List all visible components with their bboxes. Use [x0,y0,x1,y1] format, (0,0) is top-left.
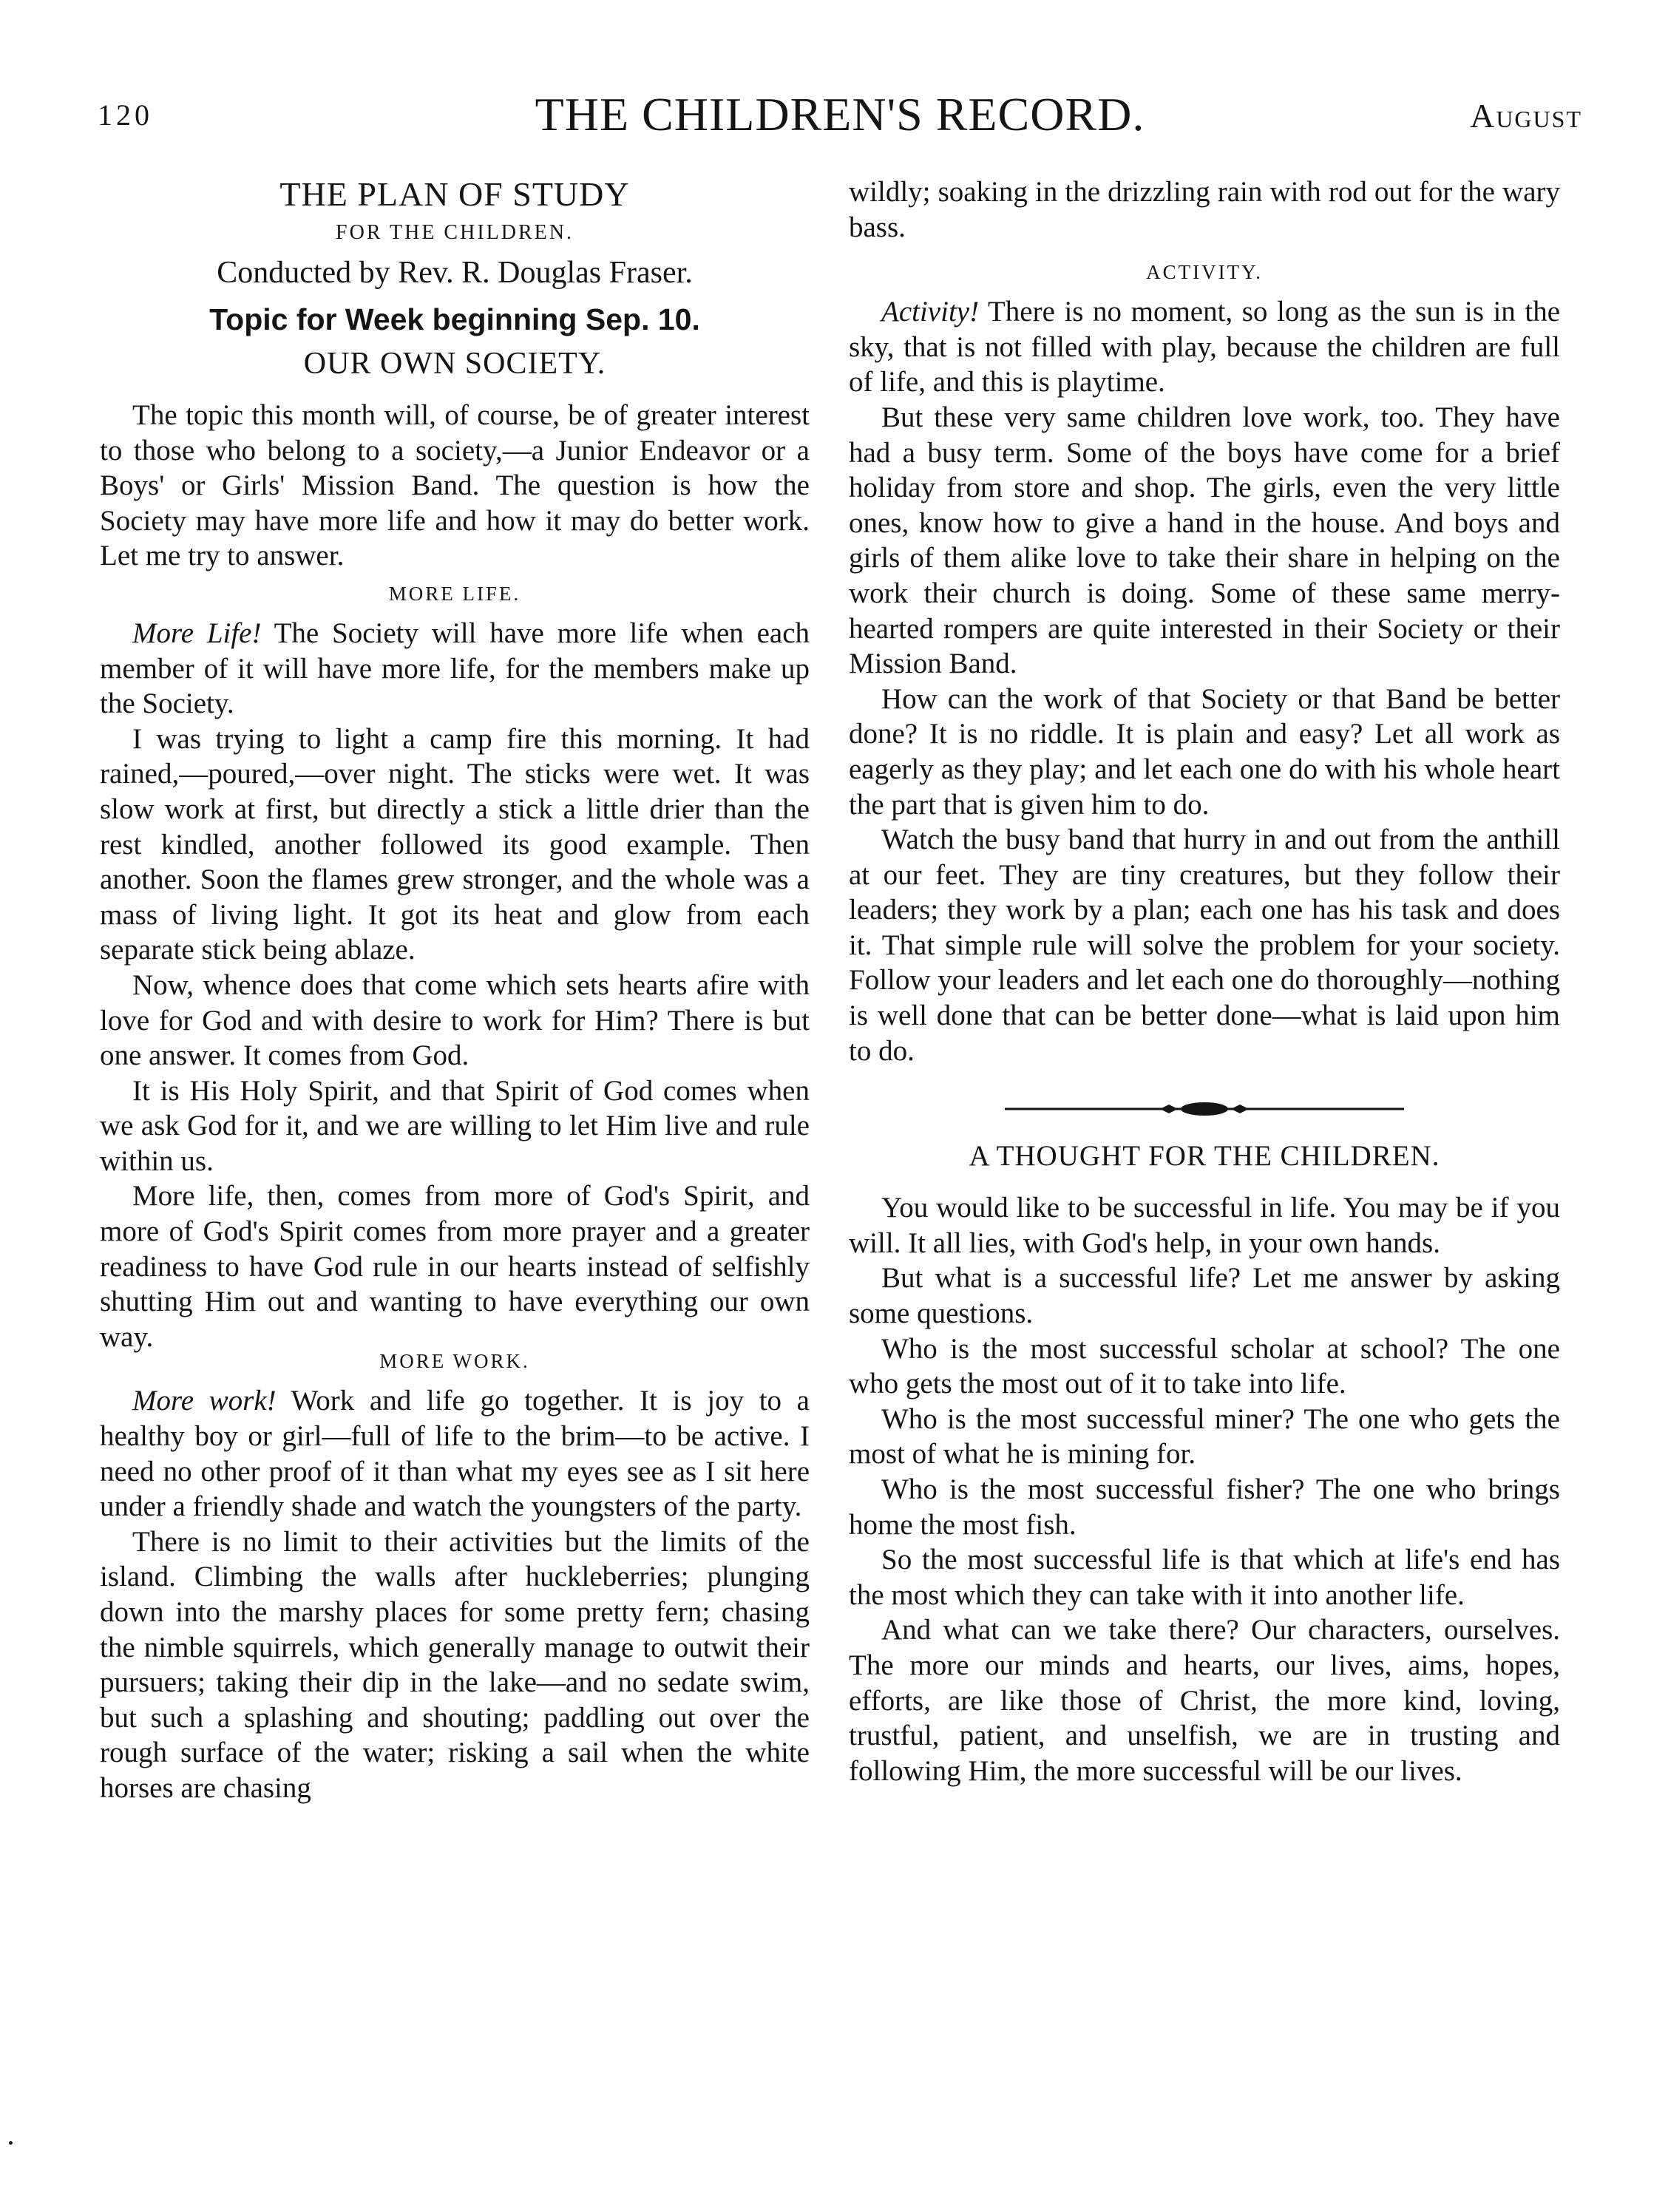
page-number: 120 [98,98,153,132]
left-column [100,174,810,1806]
thought-title: A THOUGHT FOR THE CHILDREN. [969,1140,1440,1173]
paragraph: And what can we take there? Our characters, ourselves. The more our minds and hearts, our lives, aims, hopes, efforts, are like those of Christ, the more kind, loving, trustful, patient, and unselfish, we are in trusting and following Him, the more successful will be our lives. [849,1614,1560,1787]
paragraph: More life, then, comes from more of God's Spirit, and more of God's Spirit comes from more prayer and a greater readiness to have God rule in our hearts instead of selfishly shutting Him out and wanting to have everything our own way. [100,1180,810,1353]
paragraph: Who is the most successful fisher? The one who brings home the most fish. [849,1473,1560,1541]
continued-paragraph: wildly; soaking in the drizzling rain with rod out for the wary bass. [849,176,1560,243]
subheading-more-life: MORE LIFE. [388,582,521,605]
paragraph: Now, whence does that come which sets hearts afire with love for God and with desire to work for Him? There is but one answer. It comes from God. [100,968,810,1072]
paragraph: I was trying to light a camp fire this morning. It had rained,—poured,—over night. The sticks were wet. It was slow work at first, but directly a stick a little drier than the rest kindled, another followed its good example. Then another. Soon the flames grew stronger, and the whole was a mass of living light. It got its heat and glow from each separate stick being ablaze. [100,722,810,966]
rule-ornament-icon [1005,1101,1404,1117]
lead-phrase: More work! [132,1385,277,1417]
running-head [98,87,1582,146]
paragraph [849,294,1560,400]
article-subtitle: FOR THE CHILDREN. [336,221,574,244]
lead-phrase: Activity! [881,296,980,328]
subheading-more-work: MORE WORK. [379,1350,530,1373]
paragraph: But what is a successful life? Let me answer by asking some questions. [849,1262,1560,1330]
issue-month: August [1470,97,1582,135]
paragraph [100,616,810,722]
right-column [849,174,1560,1788]
paragraph [100,1383,810,1524]
subheading-activity: ACTIVITY. [1146,261,1263,284]
paragraph: But these very same children love work, too. They have had a busy term. Some of the boys have come for a brief holiday from store and shop. The girls, even the very little ones, know how to give a hand in the house. And boys and girls of them alike love to take their share in helping on the work their church is doing. Some of these same merry-hearted rompers are quite interested in their Society or their Mission Band. [849,401,1560,680]
paragraph: There is no limit to their activities but the limits of the island. Climbing the walls after huckleberries; plunging down into the marshy places for some pretty fern; chasing the nimble squirrels, which generally manage to outwit their pursuers; taking their dip in the lake—and no sedate swim, but such a splashing and shouting; paddling out over the rough surface of the water; risking a sail when the white horses are chasing [100,1525,810,1804]
paragraph: You would like to be successful in life. You may be if you will. It all lies, with God's help, in your own hands. [849,1192,1560,1259]
paragraph: How can the work of that Society or that Band be better done? It is no riddle. It is plain and easy? Let all work as eagerly as they play; and let each one do with his whole heart the part that is given him to do. [849,682,1560,821]
paragraph: Who is the most successful miner? The one who gets the most of what he is mining for. [849,1402,1560,1470]
topic-heading: Topic for Week beginning Sep. 10. [209,302,700,336]
paragraph: It is His Holy Spirit, and that Spirit of God comes when we ask God for it, and we are willing to let Him live and rule within us. [100,1074,810,1177]
byline: Conducted by Rev. R. Douglas Fraser. [217,256,693,290]
paragraph: Watch the busy band that hurry in and out from the anthill at our feet. They are tiny creatures, but they follow their leaders; they work by a plan; each one has his task and does it. That simple rule will solve the problem for your society. Follow your leaders and let each one do thoroughly—nothing is well done that can be better done—what is laid upon him to do. [849,824,1560,1067]
lead-phrase: More Life! [132,617,262,649]
paragraph-text: The Society will have more life when each member of it will have more life, for the members make up the Society. [100,617,810,720]
intro-paragraph: The topic this month will, of course, be of greater interest to those who belong to a society,—a Junior Endeavor or a Boys' or Girls' Mission Band. The question is how the Society may have more life and how it may do better work. Let me try to answer. [100,399,810,572]
paragraph-text: There is no moment, so long as the sun is in the sky, that is not filled with play, because the children are full of life, and this is playtime. [849,296,1561,398]
paragraph-text: Work and life go together. It is joy to a healthy boy or girl—full of life to the brim—to be active. I need no other proof of it than what my eyes see as I sit here under a friendly shade and watch the youngsters of the party. [100,1385,810,1523]
paragraph: So the most successful life is that which at life's end has the most which they can take with it into another life. [849,1544,1560,1611]
print-speck [9,2141,13,2145]
journal-title: THE CHILDREN'S RECORD. [535,88,1145,140]
article-title: THE PLAN OF STUDY [279,175,630,213]
section-title: OUR OWN SOCIETY. [303,347,606,381]
paragraph: Who is the most successful scholar at school? The one who gets the most out of it to take into life. [849,1332,1560,1400]
